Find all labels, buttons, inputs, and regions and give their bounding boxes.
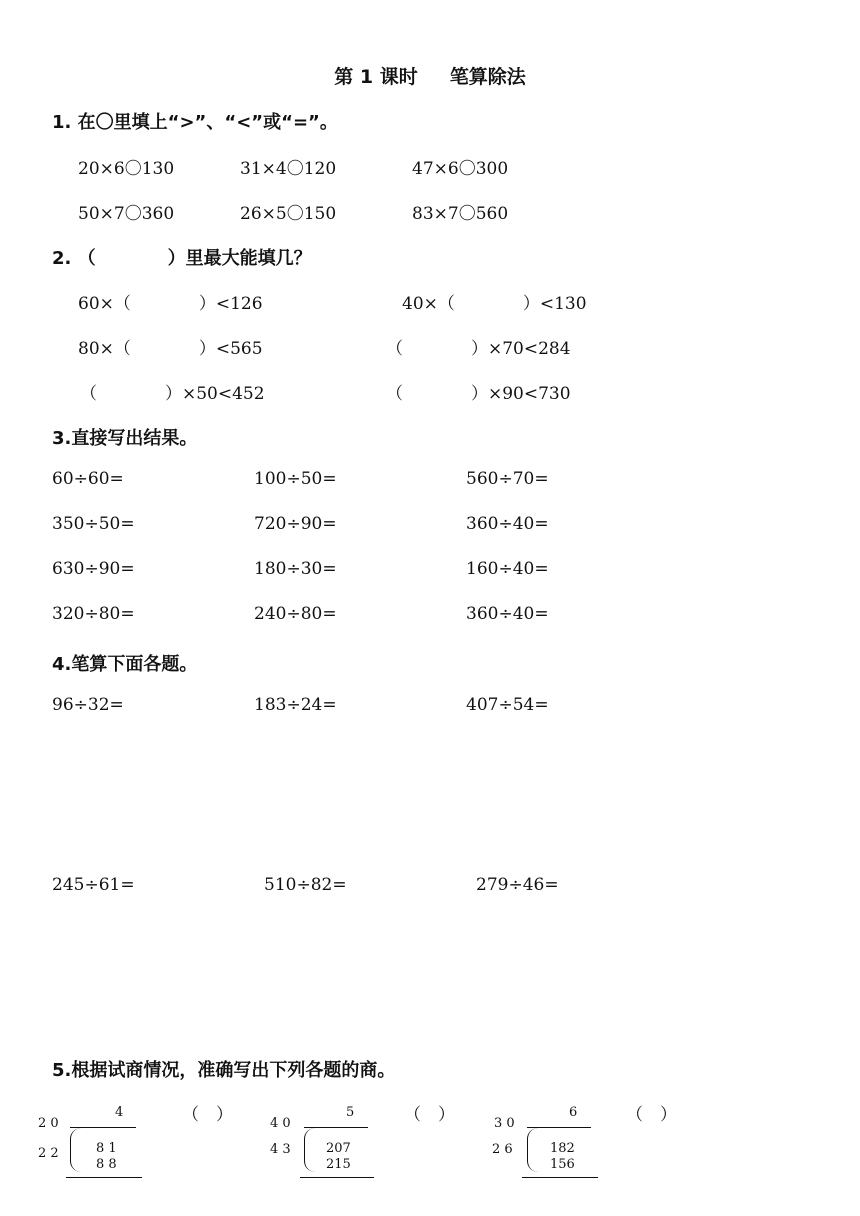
- q1-item: 47×6〇300: [412, 159, 509, 179]
- q1-item: 20×6〇130: [78, 159, 175, 179]
- q4-item: 407÷54=: [466, 695, 549, 715]
- q3-item: 630÷90=: [52, 559, 135, 579]
- q2-item: 60×（ ）<126: [78, 294, 263, 314]
- division-bracket: [527, 1128, 538, 1172]
- dividend: 207: [326, 1141, 351, 1156]
- q3-item: 360÷40=: [466, 514, 549, 534]
- lesson-number: 第 1 课时: [334, 66, 418, 88]
- q4-item: 279÷46=: [476, 875, 559, 895]
- q3-item: 360÷40=: [466, 604, 549, 624]
- answer-blank[interactable]: （ ）: [182, 1105, 233, 1125]
- q3-item: 100÷50=: [254, 469, 337, 489]
- q2-item: （ ）×70<284: [386, 339, 571, 359]
- divisor: 2 6: [492, 1142, 513, 1157]
- q3-item: 60÷60=: [52, 469, 124, 489]
- q2-item: （ ）×90<730: [386, 384, 571, 404]
- trial-divisor: 3 0: [494, 1116, 515, 1131]
- quotient: 5: [346, 1105, 355, 1120]
- division-bracket: [304, 1128, 315, 1172]
- subtraction-line: [300, 1177, 374, 1178]
- q1-heading: 1. 在〇里填上“>”、“<”或“=”。: [52, 112, 338, 133]
- dividend: 8 1: [96, 1141, 117, 1156]
- q4-item: 245÷61=: [52, 875, 135, 895]
- q3-item: 560÷70=: [466, 469, 549, 489]
- q2-item: 80×（ ）<565: [78, 339, 263, 359]
- q4-item: 510÷82=: [264, 875, 347, 895]
- answer-blank[interactable]: （ ）: [404, 1105, 455, 1125]
- page-title: [0, 62, 860, 89]
- product: 8 8: [96, 1157, 117, 1172]
- q3-heading: 3.直接写出结果。: [52, 428, 198, 449]
- quotient: 4: [115, 1105, 124, 1120]
- subtraction-line: [522, 1177, 598, 1178]
- subtraction-line: [66, 1177, 142, 1178]
- dividend: 182: [550, 1141, 575, 1156]
- q3-item: 720÷90=: [254, 514, 337, 534]
- q2-item: （ ）×50<452: [80, 384, 265, 404]
- divisor: 4 3: [270, 1142, 291, 1157]
- q2-heading: 2. （ ）里最大能填几？: [52, 248, 312, 269]
- trial-divisor: 2 0: [38, 1116, 59, 1131]
- lesson-topic: 笔算除法: [449, 66, 526, 88]
- quotient: 6: [569, 1105, 578, 1120]
- q5-heading: 5.根据试商情况，准确写出下列各题的商。: [52, 1060, 396, 1081]
- trial-divisor: 4 0: [270, 1116, 291, 1131]
- q4-item: 183÷24=: [254, 695, 337, 715]
- product: 156: [550, 1157, 575, 1172]
- q1-item: 26×5〇150: [240, 204, 337, 224]
- q1-item: 50×7〇360: [78, 204, 175, 224]
- product: 215: [326, 1157, 351, 1172]
- q1-item: 83×7〇560: [412, 204, 509, 224]
- q1-item: 31×4〇120: [240, 159, 337, 179]
- q3-item: 180÷30=: [254, 559, 337, 579]
- q4-item: 96÷32=: [52, 695, 124, 715]
- q2-item: 40×（ ）<130: [402, 294, 587, 314]
- division-bracket: [70, 1128, 81, 1172]
- q3-item: 320÷80=: [52, 604, 135, 624]
- answer-blank[interactable]: （ ）: [626, 1105, 677, 1125]
- q3-item: 240÷80=: [254, 604, 337, 624]
- divisor: 2 2: [38, 1146, 59, 1161]
- q3-item: 160÷40=: [466, 559, 549, 579]
- q4-heading: 4.笔算下面各题。: [52, 654, 198, 675]
- q3-item: 350÷50=: [52, 514, 135, 534]
